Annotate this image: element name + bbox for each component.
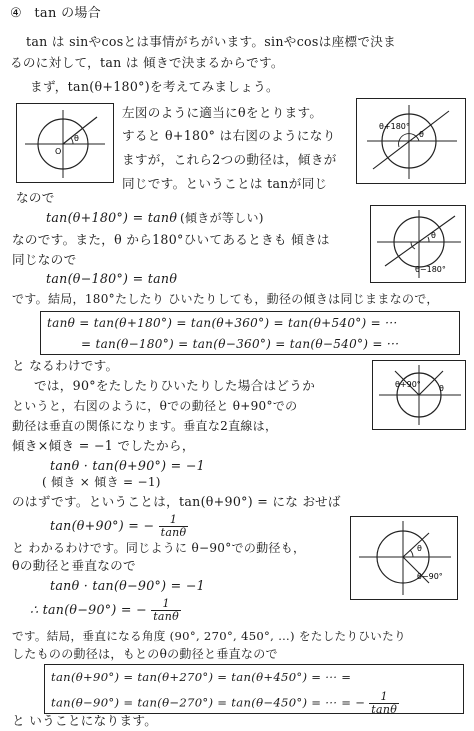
para2-line-2: 同じなので: [12, 252, 77, 267]
para6-line-1: と わかるわけです。同じように θ−90°での動径も，: [12, 541, 306, 555]
para1-line-5: なので: [16, 190, 55, 205]
section-title: tan の場合: [34, 6, 101, 21]
equation-tan-minus-90: [30, 598, 181, 623]
box2-fraction: [369, 691, 399, 716]
eq5-numerator: 1: [151, 598, 181, 611]
para7-line-1: です。結局，垂直になる角度 (90°, 270°, 450°, …) をたしたりひいたり: [12, 629, 406, 643]
eq5-fraction: [151, 598, 181, 623]
unit-circle-plus-90-diagram: [373, 361, 465, 429]
f2-label: θ+180°: [379, 122, 410, 131]
intro-line-3: まず，tan(θ+180°)を考えてみましょう。: [30, 79, 279, 94]
figure-theta: [16, 103, 114, 183]
para4-line-3: というと，右図のように，θでの動径と θ+90°での: [12, 399, 298, 413]
equation-tan-plus-180: tan(θ+180°) = tanθ: [46, 210, 178, 225]
box2-numerator: 1: [369, 691, 399, 704]
box2-row-2-lhs: tan(θ−90°) = tan(θ−270°) = tan(θ−450°) = ··· = −: [51, 695, 366, 710]
eq5-lhs: ∴ tan(θ−90°) = −: [30, 602, 147, 617]
f5-theta: θ: [417, 544, 422, 553]
result-box-90: [44, 664, 464, 714]
para4-line-4: 動径は垂直の関係になります。垂直な2直線は，: [12, 419, 278, 433]
box1-row-2: = tan(θ−180°) = tan(θ−360°) = tan(θ−540°) = ···: [81, 337, 400, 351]
figure-theta-minus-90: [350, 516, 458, 600]
eq5-denominator: tanθ: [153, 610, 180, 623]
f3-label: θ−180°: [415, 265, 446, 274]
para1-line-1: 左図のように適当にθをとります。: [122, 105, 323, 120]
unit-circle-minus-180-diagram: [371, 206, 465, 282]
eq4-denominator: tanθ: [160, 526, 187, 539]
para7-line-2: したものの動径は，もとのθの動径と垂直なので: [12, 647, 278, 661]
para1-line-4: 同じです。ということは tanが同じ: [122, 176, 328, 191]
box2-row-1: tan(θ+90°) = tan(θ+270°) = tan(θ+450°) = ··· =: [51, 670, 352, 684]
equation-perpendicular-minus-90: tanθ · tan(θ−90°) = −1: [50, 578, 205, 593]
section-heading: [10, 6, 101, 22]
figure-theta-plus-90: [372, 360, 466, 430]
para4-line-1: と なるわけです。: [12, 358, 119, 373]
box1-row-1: tanθ = tan(θ+180°) = tan(θ+360°) = tan(θ+540°) = ···: [47, 316, 398, 330]
closing-line: と いうことになります。: [12, 713, 158, 728]
unit-circle-minus-90-diagram: [351, 517, 457, 599]
section-number: ④: [10, 6, 22, 21]
equation-note: (傾きが等しい): [180, 211, 264, 225]
equation-tan-plus-90: [50, 514, 188, 539]
intro-line-1: tan は sinやcosとは事情がちがいます。sinやcosは座標で決ま: [26, 34, 397, 49]
para1-line-3: ますが，これら2つの動径は，傾きが: [122, 152, 337, 167]
f4-theta: θ: [439, 384, 444, 393]
eq4-lhs: tan(θ+90°) = −: [50, 518, 155, 533]
para3-line-1: です。結局，180°たしたり ひいたりしても，動径の傾きは同じままなので，: [12, 292, 439, 306]
theta-label: θ: [74, 134, 79, 143]
unit-circle-theta-diagram: [17, 104, 113, 182]
intro-line-2: るのに対して，tan は 傾きで決まるからです。: [10, 55, 284, 70]
para1-line-2: すると θ+180° は右図のようになり: [122, 128, 336, 143]
unit-circle-plus-180-diagram: [357, 99, 465, 183]
equation-perpendicular-note: ( 傾き × 傾き = −1): [42, 475, 161, 489]
equation-perpendicular-product: tanθ · tan(θ+90°) = −1: [50, 458, 205, 473]
result-box-180: [40, 311, 460, 355]
origin-label: O: [55, 147, 62, 156]
f2-theta: θ: [419, 130, 424, 139]
f3-theta: θ: [431, 231, 436, 240]
para5-line-1: のはずです。ということは，tan(θ+90°) = にな おせば: [12, 494, 341, 509]
f4-label: θ+90°: [395, 380, 421, 389]
eq4-fraction: [159, 514, 189, 539]
para2-line-1: なのです。また，θ から180°ひいてあるときも 傾きは: [12, 232, 330, 247]
figure-theta-plus-180: [356, 98, 466, 184]
para4-line-5: 傾き×傾き = −1 でしたから，: [12, 438, 195, 453]
eq4-numerator: 1: [159, 514, 189, 527]
para4-line-2: では，90°をたしたりひいたりした場合はどうか: [34, 378, 316, 393]
para6-line-2: θの動径と垂直なので: [12, 558, 136, 573]
f5-label: θ−90°: [417, 572, 443, 581]
box2-denominator: tanθ: [371, 703, 398, 716]
equation-tan-minus-180: tan(θ−180°) = tanθ: [46, 271, 178, 286]
figure-theta-minus-180: [370, 205, 466, 283]
